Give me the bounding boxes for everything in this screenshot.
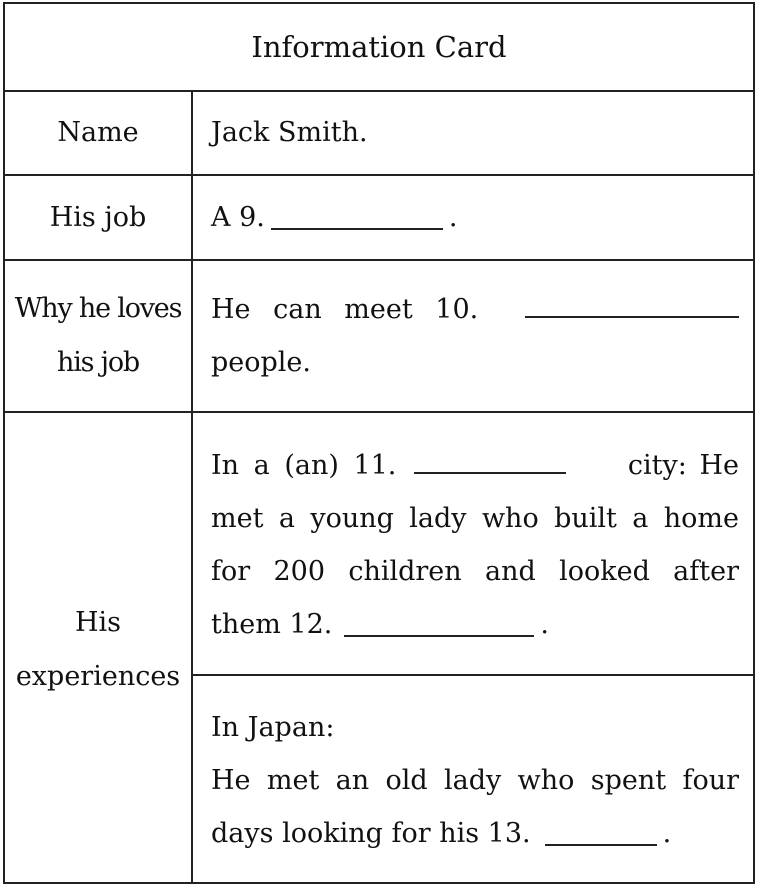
- experience-first-line-2: met a young lady who built a home: [211, 503, 739, 534]
- experience-second-line-2: He met an old lady who spent four: [211, 765, 739, 796]
- why-value: [211, 283, 739, 389]
- experiences-label: His experiences: [15, 606, 181, 692]
- job-label: His job: [49, 201, 147, 233]
- column-divider: [191, 90, 193, 882]
- experience-second-line-1: In Japan:: [211, 712, 335, 743]
- experience-first: [211, 439, 739, 651]
- experience-first-line-4: them 12. .: [211, 609, 549, 640]
- name-value: Jack Smith.: [211, 117, 368, 148]
- answer-blank-12[interactable]: [344, 635, 534, 637]
- answer-blank-11[interactable]: [414, 472, 566, 474]
- job-prefix: A 9.: [211, 202, 265, 233]
- why-line-1: He can meet 10.: [211, 283, 739, 336]
- name-label: Name: [57, 117, 139, 148]
- why-line-2: people.: [211, 347, 311, 378]
- answer-blank-9[interactable]: [271, 228, 443, 230]
- experience-second: [211, 701, 739, 860]
- divider: [192, 674, 753, 676]
- experience-first-line-1: In a (an) 11. city: He: [211, 450, 739, 481]
- answer-blank-10[interactable]: [525, 316, 739, 318]
- why-label: Why he loves his job: [14, 293, 182, 378]
- experience-second-line-3: days looking for his 13. .: [211, 818, 672, 849]
- information-card: [3, 2, 755, 884]
- experience-first-line-3: for 200 children and looked after: [211, 556, 739, 587]
- job-value: [211, 191, 739, 244]
- job-suffix: .: [448, 202, 458, 233]
- card-title: Information Card: [251, 30, 507, 64]
- answer-blank-13[interactable]: [545, 844, 657, 846]
